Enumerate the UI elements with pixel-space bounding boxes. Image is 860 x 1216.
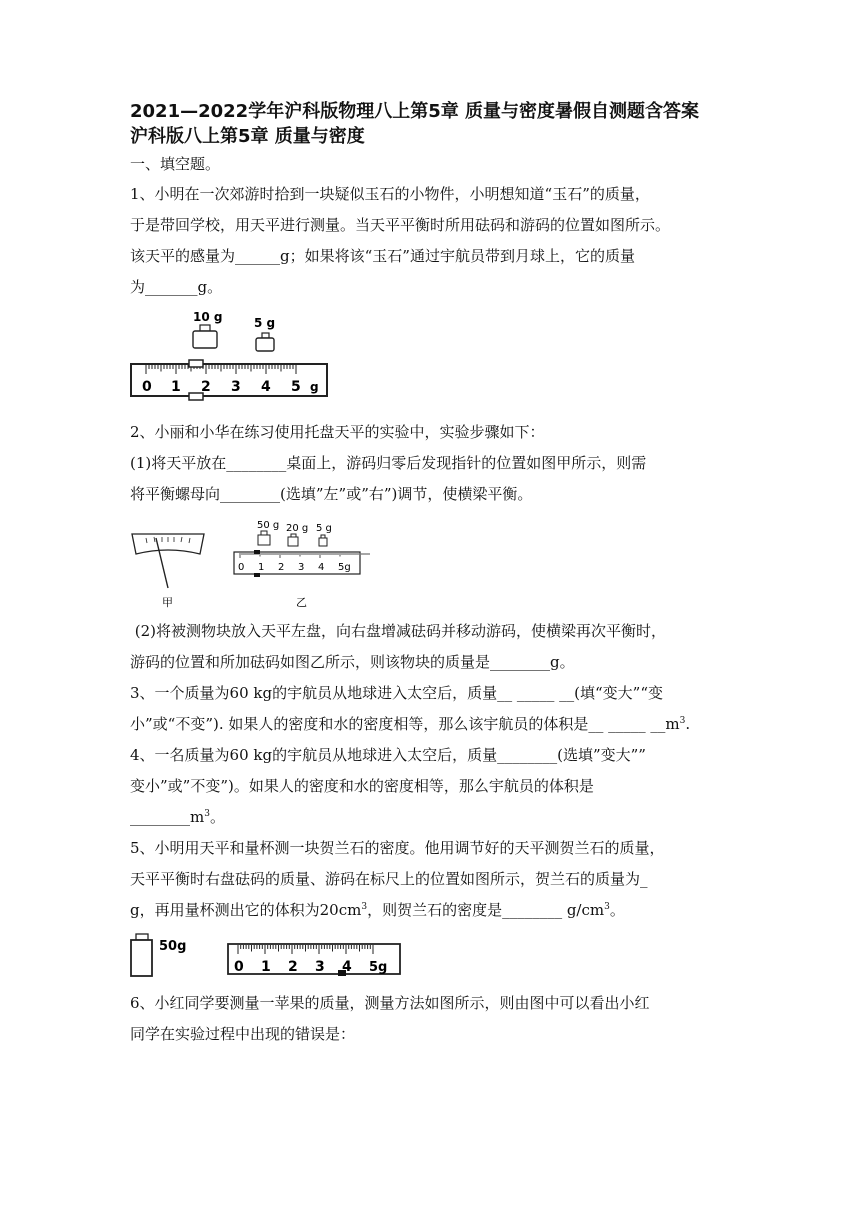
q5-line-1: 5、小明用天平和量杯测一块贺兰石的密度。他用调节好的天平测贺兰石的质量， <box>130 839 665 857</box>
q4-line-2: 变小”或”不变”)。如果人的密度和水的密度相等，那么宇航员的体积是 <box>130 777 594 795</box>
q1-balance-figure <box>130 309 340 409</box>
q4-line-3-text: ________m <box>130 808 205 826</box>
q2-weight-label-1: 50 g <box>257 520 280 531</box>
q3-line-2-sup: 3 <box>679 716 686 726</box>
q5-line-3-text: g，再用量杯测出它的体积为20cm <box>130 901 362 919</box>
q2-label-b: 乙 <box>296 596 307 608</box>
q1-weight-label-2: 5 g <box>254 316 276 330</box>
q2-weight-20g-icon <box>288 537 298 546</box>
q5-weight-label: 50g <box>159 939 187 954</box>
q1-scale-0: 0 <box>142 379 152 395</box>
q2-scale-2: 2 <box>278 562 285 573</box>
q1-scale-unit: g <box>310 380 319 394</box>
q1-line-3: 该天平的感量为______g；如果将该“玉石”通过宇航员带到月球上，它的质量 <box>130 247 635 265</box>
q3-line-1: 3、一个质量为60 kg的宇航员从地球进入太空后，质量__ _____ __(填“变大”“变 <box>130 684 663 702</box>
q3-line-2 <box>130 709 735 740</box>
q1-weight-label-1: 10 g <box>193 310 223 324</box>
q2-line-3: 将平衡螺母向________(选填”左”或”右”)调节，使横梁平衡。 <box>130 485 533 503</box>
q1-scale-4: 4 <box>261 379 271 395</box>
q2-rider-top <box>254 550 260 554</box>
q2-weight-label-3: 5 g <box>316 523 332 534</box>
q5-line-3 <box>130 895 735 926</box>
q3-line-2-end: . <box>685 715 691 733</box>
q2-weight-50g-icon <box>258 535 270 545</box>
q2-scale-1: 1 <box>258 562 265 573</box>
q1-scale-3: 3 <box>231 379 241 395</box>
q2-part2-line-2: 游码的位置和所加砝码如图乙所示，则该物块的质量是________g。 <box>130 653 575 671</box>
q1-weight-5g-icon <box>256 338 274 351</box>
q5-line-3-mid: ，则贺兰石的密度是________ g/cm <box>367 901 605 919</box>
q5-line-3-end: 。 <box>609 901 625 919</box>
q2-balance-figure <box>130 516 370 608</box>
q5-scale-4: 4 <box>342 959 352 975</box>
q5-figure <box>130 932 735 980</box>
q6-line-1: 6、小红同学要测量一苹果的质量，测量方法如图所示，则由图中可以看出小红 <box>130 994 650 1012</box>
q2-scale-5: 5g <box>338 562 351 573</box>
q2-scale-4: 4 <box>318 562 325 573</box>
document-title: 2021—2022学年沪科版物理八上第5章 质量与密度暑假自测题含答案 <box>130 101 699 122</box>
document-page <box>130 100 735 1050</box>
q5-scale-1: 1 <box>261 959 271 975</box>
q2-line-2: (1)将天平放在________桌面上，游码归零后发现指针的位置如图甲所示，则需 <box>130 454 647 472</box>
q2-rider-bottom <box>254 573 260 577</box>
q3-line-2-text: 小”或“不变”). 如果人的密度和水的密度相等，那么该宇航员的体积是__ _____ __m <box>130 715 680 733</box>
q5-scale-5: 5g <box>369 960 388 975</box>
q4-line-3 <box>130 802 735 833</box>
q5-balance-figure <box>130 932 405 980</box>
q6-line-2: 同学在实验过程中出现的错误是： <box>130 1025 356 1043</box>
q2-scale-3: 3 <box>298 562 305 573</box>
q5-weight-50g-icon <box>131 940 152 976</box>
q5-line-3-sup: 3 <box>361 902 368 912</box>
q2-scale-0: 0 <box>238 562 245 573</box>
q5-line-3-sup2: 3 <box>604 902 610 912</box>
q2-weight-5g-icon <box>319 538 327 546</box>
q1-scale-5: 5 <box>291 379 301 395</box>
q1-figure <box>130 309 735 409</box>
q1-line-4: 为_______g。 <box>130 278 223 296</box>
q1-scale-1: 1 <box>171 379 181 395</box>
q1-rider-top <box>189 360 203 367</box>
q5-scale-2: 2 <box>288 959 298 975</box>
q4-line-3-sup: 3 <box>204 809 210 819</box>
q2-part2-line-1: (2)将被测物块放入天平左盘，向右盘增减砝码并移动游码，使横梁再次平衡时， <box>130 622 667 640</box>
q2-weight-label-2: 20 g <box>286 523 309 534</box>
q1-weight-10g-icon <box>193 331 217 348</box>
q1-line-1: 1、小明在一次郊游时拾到一块疑似玉石的小物件，小明想知道“玉石”的质量， <box>130 185 650 203</box>
q4-line-3-end: 。 <box>209 808 225 826</box>
q1-line-2: 于是带回学校，用天平进行测量。当天平平衡时所用砝码和游码的位置如图所示。 <box>130 216 671 234</box>
section-heading: 一、填空题。 <box>130 155 221 173</box>
q4-line-1: 4、一名质量为60 kg的宇航员从地球进入太空后，质量________(选填”变大”” <box>130 746 646 764</box>
q2-figure <box>130 516 735 608</box>
q5-line-2: 天平平衡时右盘砝码的质量、游码在标尺上的位置如图所示，贺兰石的质量为_ <box>130 870 648 888</box>
document-subtitle: 沪科版八上第5章 质量与密度 <box>130 126 365 147</box>
q2-label-a: 甲 <box>162 596 173 608</box>
q5-scale-3: 3 <box>315 959 325 975</box>
q2-line-1: 2、小丽和小华在练习使用托盘天平的实验中，实验步骤如下： <box>130 423 545 441</box>
q5-scale-0: 0 <box>234 959 244 975</box>
q1-scale-2: 2 <box>201 379 211 395</box>
